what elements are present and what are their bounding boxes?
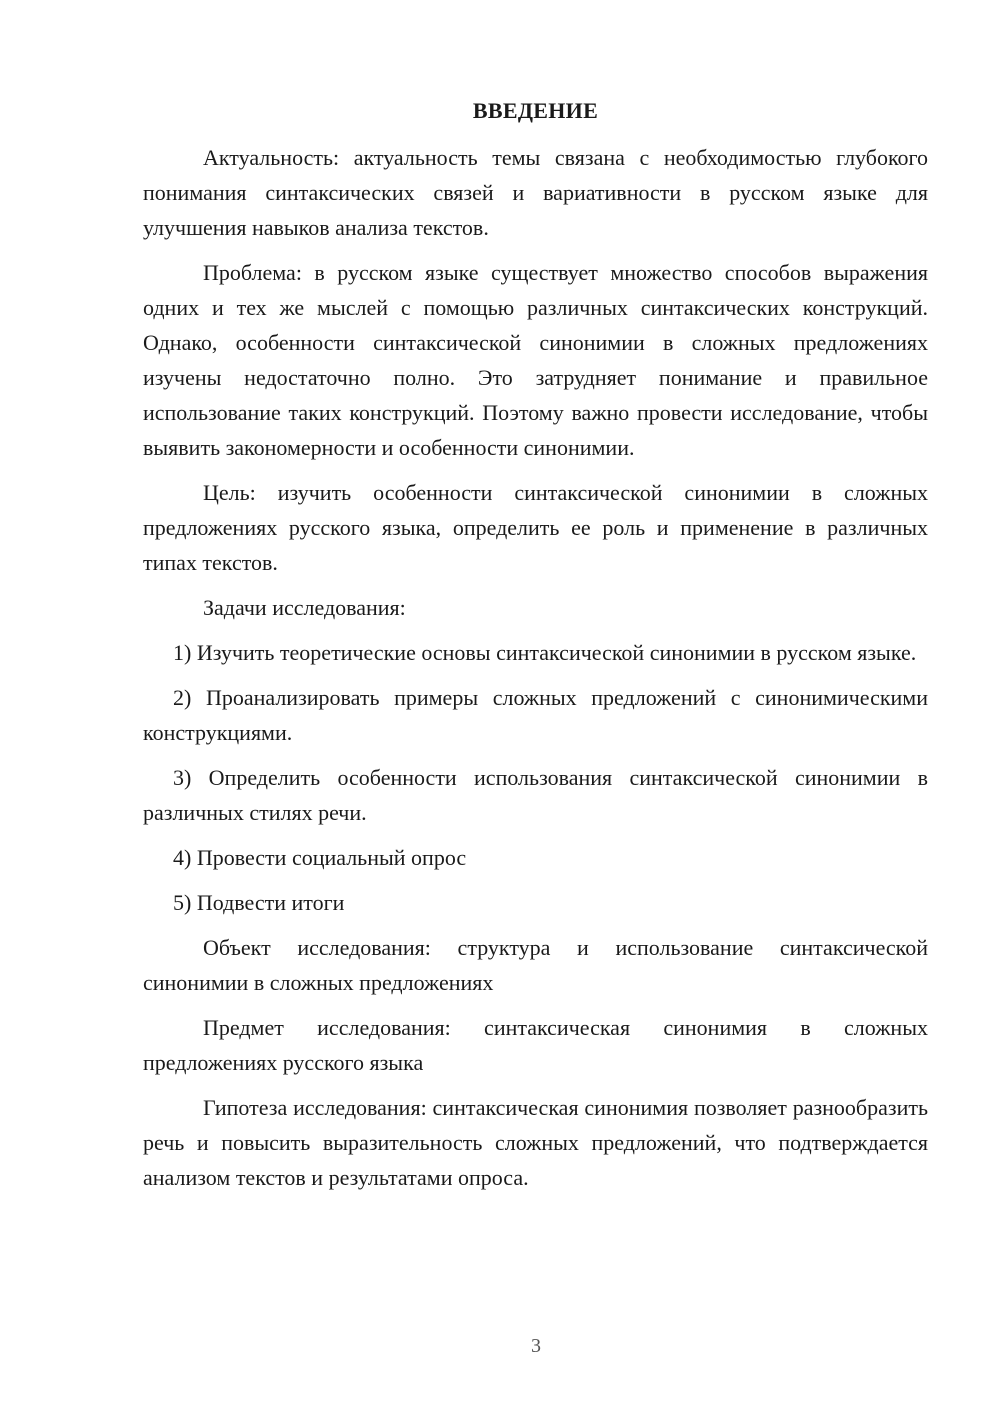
list-item-task-2: 2) Проанализировать примеры сложных предложений с синонимическими конструкциями. <box>143 685 928 745</box>
page-number: 3 <box>531 1335 541 1357</box>
paragraph-relevance: Актуальность: актуальность темы связана с необходимостью глубокого понимания синтаксических связей и вариативности в русском языке для улучшения навыков анализа текстов. <box>143 145 928 240</box>
list-item-task-5: 5) Подвести итоги <box>173 890 345 915</box>
paragraph-subject: Предмет исследования: синтаксическая синонимия в сложных предложениях русского языка <box>143 1015 928 1075</box>
list-item-task-3: 3) Определить особенности использования синтаксической синонимии в различных стилях речи. <box>143 765 928 825</box>
list-item-task-1: 1) Изучить теоретические основы синтаксической синонимии в русском языке. <box>173 640 917 665</box>
paragraph-goal: Цель: изучить особенности синтаксической синонимии в сложных предложениях русского языка, определить ее роль и применение в различных типах текстов. <box>143 480 928 575</box>
page-title: ВВЕДЕНИЕ <box>472 98 599 123</box>
document-page <box>143 96 928 1205</box>
paragraph-problem: Проблема: в русском языке существует множество способов выражения одних и тех же мыслей с помощью различных синтаксических конструкций. Однако, особенности синтаксической синонимии в сложных предложениях изучены недостаточно полно. Это затрудняет понимание и правильное использование таких конструкций. Поэтому важно провести исследование, чтобы выявить закономерности и особенности синонимии. <box>143 260 928 460</box>
paragraph-hypothesis: Гипотеза исследования: синтаксическая синонимия позволяет разнообразить речь и повысить выразительность сложных предложений, что подтверждается анализом текстов и результатами опроса. <box>143 1095 928 1190</box>
list-item-task-4: 4) Провести социальный опрос <box>173 845 467 870</box>
paragraph-object: Объект исследования: структура и использование синтаксической синонимии в сложных предложениях <box>143 935 928 995</box>
paragraph-tasks-heading: Задачи исследования: <box>203 595 406 620</box>
